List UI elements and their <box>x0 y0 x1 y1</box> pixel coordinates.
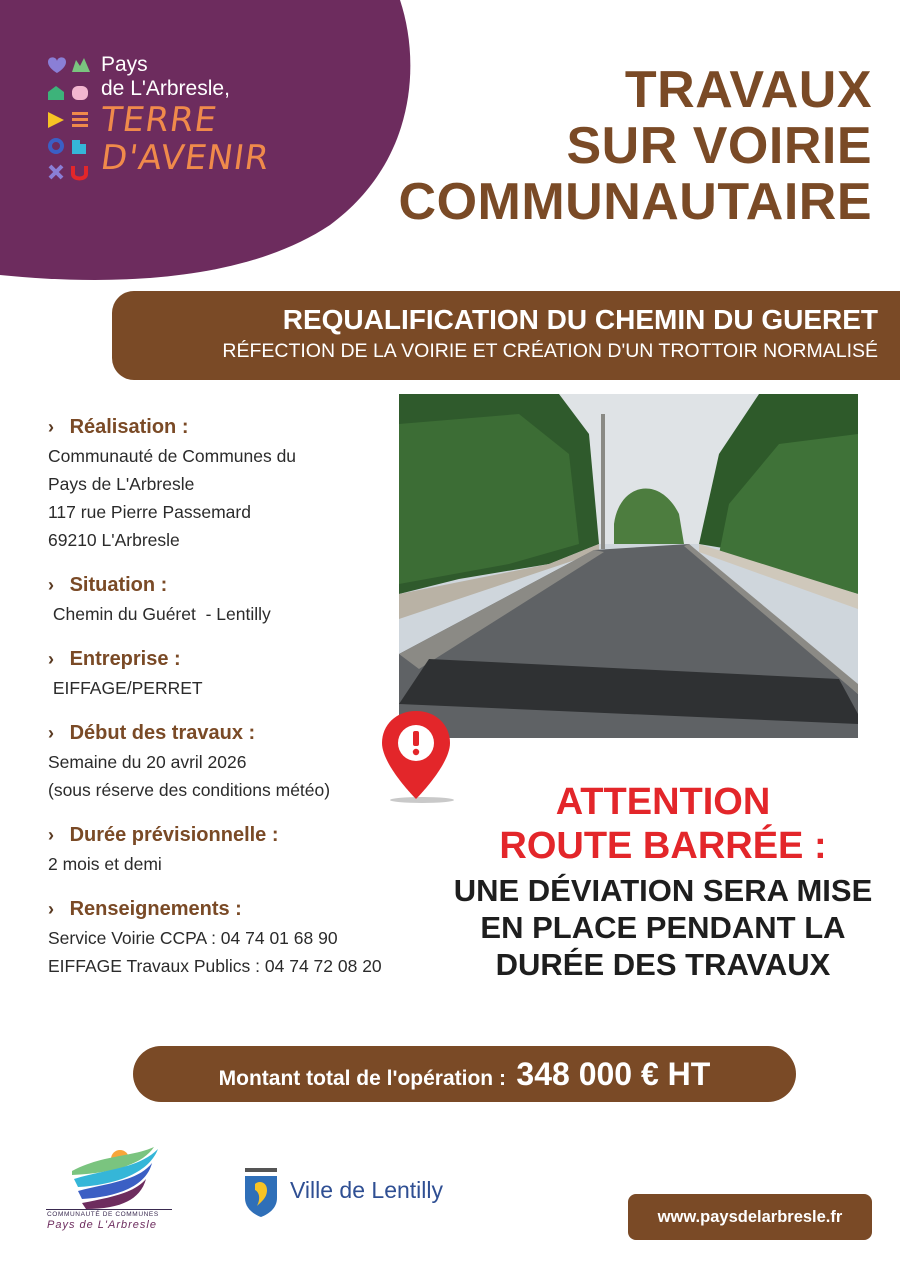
detail-line: (sous réserve des conditions météo) <box>48 780 331 800</box>
lentilly-label: Ville de Lentilly <box>290 1177 444 1203</box>
brand-tagline1: TERRE <box>98 100 220 140</box>
total-amount-banner <box>133 1046 796 1102</box>
chevron-right-icon: › <box>48 723 54 743</box>
detail-line: Pays de L'Arbresle <box>48 474 195 494</box>
detail-line: 2 mois et demi <box>48 854 162 874</box>
detail-line: EIFFAGE Travaux Publics : 04 74 72 08 20 <box>48 956 382 976</box>
brand-logo-icon <box>46 54 94 184</box>
detail-label: Entreprise : <box>69 648 181 670</box>
detail-line: Semaine du 20 avril 2026 <box>48 752 247 772</box>
detail-realisation <box>48 412 448 554</box>
detail-renseignements <box>48 894 448 980</box>
title-line-3: COMMUNAUTAIRE <box>398 173 872 231</box>
ccpa-name: Pays de L'Arbresle <box>47 1219 157 1231</box>
detail-label: Situation : <box>69 574 168 596</box>
page-title <box>399 62 872 230</box>
detail-label: Renseignements : <box>69 898 242 920</box>
title-line-2: SUR VOIRIE <box>566 117 872 175</box>
detail-line: 117 rue Pierre Passemard <box>48 502 251 522</box>
detail-line: Chemin du Guéret - Lentilly <box>48 604 271 624</box>
alert-detail-line: EN PLACE PENDANT LA <box>480 910 846 945</box>
detail-line: Service Voirie CCPA : 04 74 01 68 90 <box>48 928 338 948</box>
road-closed-alert <box>428 780 898 983</box>
title-line-1: TRAVAUX <box>624 61 872 119</box>
detail-line: EIFFAGE/PERRET <box>48 678 203 698</box>
detail-label: Réalisation : <box>69 416 189 438</box>
lentilly-shield-icon <box>243 1168 279 1218</box>
chevron-right-icon: › <box>48 575 54 595</box>
project-banner <box>112 291 900 380</box>
amount-value: 348 000 € HT <box>516 1056 711 1092</box>
project-title: REQUALIFICATION DU CHEMIN DU GUERET <box>282 304 878 335</box>
alert-line: ATTENTION <box>555 781 771 823</box>
road-photo <box>399 394 858 738</box>
detail-duree <box>48 820 448 878</box>
project-subtitle: RÉFECTION DE LA VOIRIE ET CRÉATION D'UN TROTTOIR NORMALISÉ <box>222 340 878 362</box>
brand-line2: de L'Arbresle, <box>101 77 230 100</box>
details-list <box>48 412 448 996</box>
detail-line: 69210 L'Arbresle <box>48 530 180 550</box>
alert-detail <box>428 872 898 983</box>
chevron-right-icon: › <box>48 417 54 437</box>
chevron-right-icon: › <box>48 649 54 669</box>
ccpa-label: COMMUNAUTÉ DE COMMUNES <box>47 1211 159 1218</box>
brand-logo-text <box>98 53 273 178</box>
website-link[interactable]: www.paysdelarbresle.fr <box>628 1194 872 1240</box>
alert-detail-line: UNE DÉVIATION SERA MISE <box>453 873 873 908</box>
amount-label: Montant total de l'opération : <box>218 1067 506 1090</box>
detail-label: Début des travaux : <box>69 722 256 744</box>
detail-situation <box>48 570 448 628</box>
brand-line1: Pays <box>101 53 148 76</box>
detail-label: Durée prévisionnelle : <box>69 824 279 846</box>
alert-line: ROUTE BARRÉE : <box>499 825 827 867</box>
detail-entreprise <box>48 644 448 702</box>
alert-detail-line: DURÉE DES TRAVAUX <box>495 947 831 982</box>
detail-line: Communauté de Communes du <box>48 446 297 466</box>
brand-tagline2: D'AVENIR <box>98 138 273 178</box>
chevron-right-icon: › <box>48 899 54 919</box>
chevron-right-icon: › <box>48 825 54 845</box>
